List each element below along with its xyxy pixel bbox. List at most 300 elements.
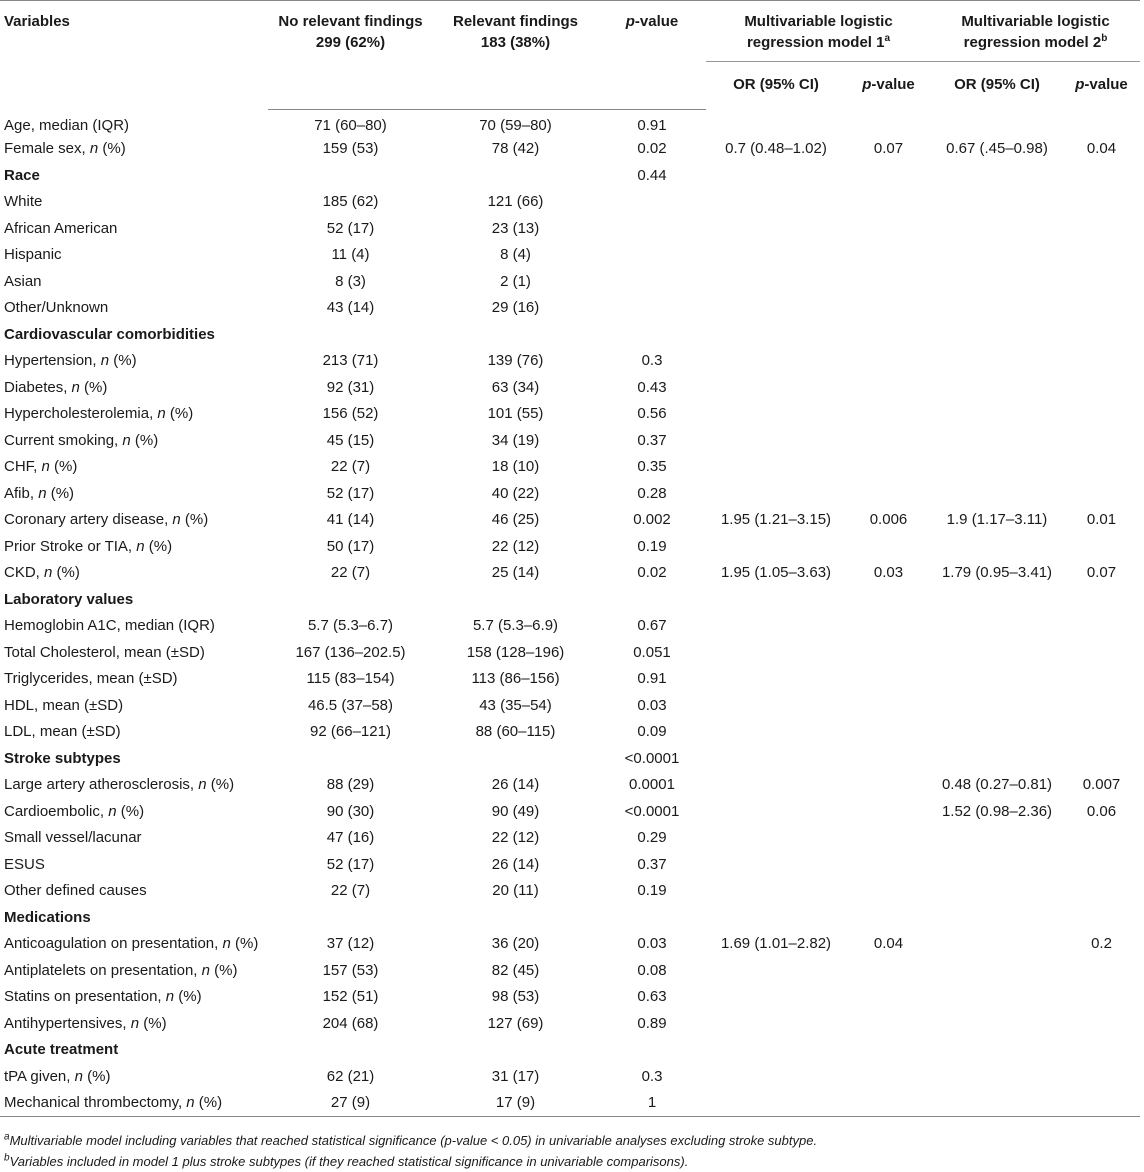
cell-relevant: 20 (11) bbox=[492, 882, 539, 900]
cell-p-model-1 bbox=[846, 904, 931, 931]
cell-p-value bbox=[598, 215, 706, 242]
cell-no-relevant: 52 (17) bbox=[326, 855, 375, 873]
cell-or-model-2 bbox=[931, 480, 1063, 507]
cell-p-model-1 bbox=[846, 374, 931, 401]
cell-or-model-2: 0.48 (0.27–0.81) bbox=[941, 776, 1053, 794]
cell-p-model-2 bbox=[1063, 295, 1140, 322]
cell-p-model-2 bbox=[1063, 215, 1140, 242]
cell-or-model-1: 0.7 (0.48–1.02) bbox=[725, 140, 827, 158]
cell-no-relevant bbox=[268, 162, 433, 189]
cell-or-model-1 bbox=[706, 692, 846, 719]
cell-p-model-2 bbox=[1063, 1037, 1140, 1064]
cell-p-model-2 bbox=[1063, 401, 1140, 428]
cell-p-model-2 bbox=[1063, 454, 1140, 481]
cell-or-model-1 bbox=[706, 401, 846, 428]
cell-p-model-1 bbox=[846, 189, 931, 216]
cell-p-model-2: 0.07 bbox=[1086, 564, 1117, 582]
cell-or-model-1 bbox=[706, 639, 846, 666]
table-row bbox=[0, 401, 1140, 428]
table-row bbox=[0, 957, 1140, 984]
table-row bbox=[0, 454, 1140, 481]
cell-p-value bbox=[598, 242, 706, 269]
cell-p-value bbox=[598, 1037, 706, 1064]
cell-no-relevant: 71 (60–80) bbox=[314, 117, 387, 134]
cell-p-model-2 bbox=[1063, 162, 1140, 189]
cell-p-model-2 bbox=[1063, 242, 1140, 269]
cell-relevant: 46 (25) bbox=[491, 511, 540, 529]
cell-p-model-2 bbox=[1063, 533, 1140, 560]
table-row bbox=[0, 507, 1140, 534]
cell-no-relevant: 156 (52) bbox=[322, 405, 379, 423]
cell-or-model-1 bbox=[706, 957, 846, 984]
cell-p-value: 0.63 bbox=[637, 988, 667, 1006]
table-header bbox=[0, 1, 1140, 110]
cell-relevant bbox=[433, 1037, 598, 1064]
cell-relevant: 25 (14) bbox=[491, 564, 540, 582]
row-label: Current smoking, n (%) bbox=[4, 431, 159, 449]
cell-p-value: 0.03 bbox=[637, 935, 667, 953]
cell-no-relevant: 204 (68) bbox=[322, 1014, 379, 1032]
row-label: Female sex, n (%) bbox=[4, 140, 126, 158]
cell-no-relevant bbox=[268, 745, 433, 772]
cell-relevant: 127 (69) bbox=[487, 1014, 544, 1032]
cell-or-model-1 bbox=[706, 1090, 846, 1117]
cell-or-model-1 bbox=[706, 586, 846, 613]
cell-p-model-1 bbox=[846, 401, 931, 428]
row-label: Prior Stroke or TIA, n (%) bbox=[4, 537, 173, 555]
cell-or-model-1: 1.95 (1.05–3.63) bbox=[720, 564, 832, 582]
cell-p-value: 0.91 bbox=[637, 117, 667, 134]
cell-or-model-1 bbox=[706, 904, 846, 931]
cell-no-relevant: 22 (7) bbox=[330, 458, 371, 476]
header-or-ci-2: OR (95% CI) bbox=[954, 76, 1040, 93]
section-row bbox=[0, 1037, 1140, 1064]
table-row bbox=[0, 878, 1140, 905]
row-label: White bbox=[4, 193, 43, 211]
cell-relevant: 26 (14) bbox=[491, 855, 540, 873]
cell-no-relevant: 47 (16) bbox=[326, 829, 375, 847]
row-label: Other defined causes bbox=[4, 882, 147, 900]
table-row bbox=[0, 295, 1140, 322]
cell-no-relevant: 45 (15) bbox=[326, 431, 375, 449]
table-row bbox=[0, 242, 1140, 269]
cell-or-model-2 bbox=[931, 692, 1063, 719]
cell-p-model-2 bbox=[1063, 268, 1140, 295]
cell-p-model-1 bbox=[846, 798, 931, 825]
cell-relevant: 98 (53) bbox=[491, 988, 540, 1006]
cell-or-model-1 bbox=[706, 984, 846, 1011]
cell-p-value: 0.37 bbox=[637, 431, 667, 449]
cell-p-model-1 bbox=[846, 295, 931, 322]
cell-p-model-2: 0.04 bbox=[1086, 140, 1117, 158]
cell-p-model-2 bbox=[1063, 321, 1140, 348]
cell-or-model-1 bbox=[706, 851, 846, 878]
table-row bbox=[0, 798, 1140, 825]
cell-p-model-1 bbox=[846, 427, 931, 454]
row-label: Diabetes, n (%) bbox=[4, 378, 108, 396]
footnotes bbox=[4, 1130, 1134, 1172]
cell-relevant: 121 (66) bbox=[487, 193, 544, 211]
cell-p-value: 0.09 bbox=[637, 723, 667, 741]
header-relevant: Relevant findings 183 (38%) bbox=[452, 13, 579, 51]
row-label: Antihypertensives, n (%) bbox=[4, 1014, 167, 1032]
cell-p-model-2 bbox=[1063, 904, 1140, 931]
cell-p-model-1 bbox=[846, 613, 931, 640]
cell-relevant: 8 (4) bbox=[500, 246, 531, 264]
cell-or-model-1 bbox=[706, 242, 846, 269]
cell-relevant bbox=[433, 745, 598, 772]
header-model-1: Multivariable logistic regression model 1$^a$ bbox=[706, 1, 931, 62]
cell-relevant: 23 (13) bbox=[491, 219, 540, 237]
cell-or-model-2 bbox=[931, 295, 1063, 322]
cell-p-value: 0.02 bbox=[637, 564, 667, 582]
row-label: Triglycerides, mean (±SD) bbox=[4, 670, 178, 688]
row-label: Stroke subtypes bbox=[4, 749, 121, 767]
cell-or-model-2 bbox=[931, 984, 1063, 1011]
cell-p-model-1: 0.04 bbox=[873, 935, 904, 953]
cell-or-model-2 bbox=[931, 1010, 1063, 1037]
cell-or-model-2 bbox=[931, 745, 1063, 772]
cell-relevant: 18 (10) bbox=[491, 458, 540, 476]
row-label: Hispanic bbox=[4, 246, 62, 264]
cell-or-model-2: 1.79 (0.95–3.41) bbox=[941, 564, 1053, 582]
cell-or-model-2 bbox=[931, 1090, 1063, 1117]
cell-no-relevant: 8 (3) bbox=[335, 272, 366, 290]
cell-p-value bbox=[598, 268, 706, 295]
table-row bbox=[0, 931, 1140, 958]
cell-p-value: 0.19 bbox=[637, 882, 667, 900]
row-label: Laboratory values bbox=[4, 590, 134, 608]
cell-relevant bbox=[433, 586, 598, 613]
cell-p-model-1 bbox=[846, 1063, 931, 1090]
cell-no-relevant: 213 (71) bbox=[322, 352, 379, 370]
section-row bbox=[0, 745, 1140, 772]
cell-no-relevant: 157 (53) bbox=[322, 961, 379, 979]
cell-relevant: 29 (16) bbox=[491, 299, 540, 317]
cell-no-relevant: 11 (4) bbox=[331, 246, 370, 264]
row-label: Other/Unknown bbox=[4, 299, 109, 317]
cell-p-value: <0.0001 bbox=[624, 802, 680, 820]
cell-no-relevant bbox=[268, 904, 433, 931]
cell-or-model-2 bbox=[931, 268, 1063, 295]
table-row bbox=[0, 719, 1140, 746]
table-row bbox=[0, 480, 1140, 507]
cell-p-model-2: 0.007 bbox=[1082, 776, 1121, 794]
cell-p-model-2 bbox=[1063, 825, 1140, 852]
cell-p-value bbox=[598, 904, 706, 931]
cell-or-model-2 bbox=[931, 613, 1063, 640]
cell-p-model-1 bbox=[846, 348, 931, 375]
cell-p-value: 0.37 bbox=[637, 855, 667, 873]
cell-or-model-2 bbox=[931, 851, 1063, 878]
cell-p-value: 0.35 bbox=[637, 458, 667, 476]
cell-no-relevant: 115 (83–154) bbox=[306, 670, 395, 688]
cell-p-model-2 bbox=[1063, 613, 1140, 640]
header-no-relevant: No relevant findings 299 (62%) bbox=[278, 13, 423, 51]
row-label: LDL, mean (±SD) bbox=[4, 723, 121, 741]
cell-no-relevant: 52 (17) bbox=[326, 484, 375, 502]
table-row bbox=[0, 560, 1140, 587]
cell-relevant: 26 (14) bbox=[491, 776, 540, 794]
cell-or-model-2 bbox=[931, 878, 1063, 905]
cell-p-value: 0.02 bbox=[637, 140, 667, 158]
cell-or-model-1 bbox=[706, 798, 846, 825]
header-model-2: Multivariable logistic regression model 2$^b$ bbox=[931, 1, 1140, 62]
cell-or-model-2 bbox=[931, 401, 1063, 428]
row-label: Total Cholesterol, mean (±SD) bbox=[4, 643, 205, 661]
table-row bbox=[0, 427, 1140, 454]
cell-no-relevant: 88 (29) bbox=[326, 776, 375, 794]
cell-p-value bbox=[598, 189, 706, 216]
cell-no-relevant: 159 (53) bbox=[322, 140, 379, 158]
row-label: Medications bbox=[4, 908, 91, 926]
cell-or-model-2 bbox=[931, 931, 1063, 958]
cell-or-model-1 bbox=[706, 745, 846, 772]
cell-or-model-1: 1.69 (1.01–2.82) bbox=[720, 935, 832, 953]
row-label: Hemoglobin A1C, median (IQR) bbox=[4, 617, 215, 635]
row-label: Statins on presentation, n (%) bbox=[4, 988, 202, 1006]
cell-no-relevant: 37 (12) bbox=[326, 935, 375, 953]
cell-p-model-1 bbox=[846, 984, 931, 1011]
cell-or-model-1 bbox=[706, 1063, 846, 1090]
cell-or-model-1 bbox=[706, 1010, 846, 1037]
cell-p-model-2 bbox=[1063, 666, 1140, 693]
cell-or-model-2 bbox=[931, 348, 1063, 375]
cell-p-model-1 bbox=[846, 745, 931, 772]
cell-or-model-1 bbox=[706, 878, 846, 905]
cell-p-model-2 bbox=[1063, 586, 1140, 613]
cell-p-model-1 bbox=[846, 1037, 931, 1064]
header-p-value-1: p-value bbox=[862, 76, 915, 93]
cell-p-model-2: 0.01 bbox=[1086, 511, 1117, 529]
row-label: CHF, n (%) bbox=[4, 458, 78, 476]
row-label: Anticoagulation on presentation, n (%) bbox=[4, 935, 259, 953]
cell-or-model-1 bbox=[706, 719, 846, 746]
cell-relevant: 34 (19) bbox=[491, 431, 540, 449]
row-label: Mechanical thrombectomy, n (%) bbox=[0, 1090, 268, 1117]
cell-or-model-1 bbox=[706, 348, 846, 375]
cell-or-model-1 bbox=[706, 189, 846, 216]
row-label: Cardiovascular comorbidities bbox=[4, 325, 215, 343]
cell-p-model-2 bbox=[1063, 374, 1140, 401]
cell-or-model-1 bbox=[706, 427, 846, 454]
cell-p-value: 0.91 bbox=[637, 670, 667, 688]
cell-p-value: 0.56 bbox=[637, 405, 667, 423]
cell-or-model-2 bbox=[931, 427, 1063, 454]
cell-no-relevant: 41 (14) bbox=[326, 511, 375, 529]
cell-or-model-1 bbox=[706, 666, 846, 693]
cell-p-value: 0.89 bbox=[637, 1014, 667, 1032]
cell-or-model-1 bbox=[706, 215, 846, 242]
cell-or-model-2 bbox=[931, 162, 1063, 189]
row-label: Race bbox=[4, 166, 40, 184]
cell-or-model-2 bbox=[931, 586, 1063, 613]
row-label: Coronary artery disease, n (%) bbox=[4, 511, 209, 529]
footnote-a: $^a$Multivariable model including variables that reached statistical significance (p-value < 0.05) in univariable analyses excluding stroke subtype. bbox=[4, 1131, 818, 1148]
cell-p-model-1 bbox=[846, 851, 931, 878]
cell-p-model-2 bbox=[1063, 1090, 1140, 1117]
table-row bbox=[0, 136, 1140, 163]
cell-or-model-2 bbox=[931, 533, 1063, 560]
cell-or-model-2 bbox=[931, 825, 1063, 852]
cell-p-value bbox=[598, 295, 706, 322]
table-row bbox=[0, 772, 1140, 799]
cell-no-relevant bbox=[268, 586, 433, 613]
cell-no-relevant: 50 (17) bbox=[326, 537, 375, 555]
section-row bbox=[0, 904, 1140, 931]
table-row bbox=[0, 215, 1140, 242]
table-row bbox=[0, 984, 1140, 1011]
cell-or-model-1 bbox=[706, 454, 846, 481]
cell-p-model-2 bbox=[1063, 851, 1140, 878]
cell-relevant: 31 (17) bbox=[491, 1067, 540, 1085]
table-row bbox=[0, 825, 1140, 852]
cell-or-model-2 bbox=[931, 454, 1063, 481]
section-row bbox=[0, 321, 1140, 348]
cell-or-model-2 bbox=[931, 374, 1063, 401]
cell-p-model-1 bbox=[846, 533, 931, 560]
cell-p-model-1 bbox=[846, 719, 931, 746]
row-label: Hypercholesterolemia, n (%) bbox=[4, 405, 194, 423]
header-p-value: p-value bbox=[625, 13, 679, 30]
cell-p-model-2 bbox=[1063, 480, 1140, 507]
cell-relevant: 101 (55) bbox=[487, 405, 544, 423]
cell-relevant: 2 (1) bbox=[500, 272, 531, 290]
cell-or-model-1 bbox=[706, 480, 846, 507]
section-row bbox=[0, 586, 1140, 613]
row-label: Antiplatelets on presentation, n (%) bbox=[4, 961, 238, 979]
cell-p-value: 0.29 bbox=[637, 829, 667, 847]
row-label: Age, median (IQR) bbox=[4, 116, 130, 134]
cell-p-model-2 bbox=[1063, 348, 1140, 375]
cell-relevant: 5.7 (5.3–6.9) bbox=[472, 617, 559, 635]
cell-or-model-1 bbox=[706, 321, 846, 348]
cell-or-model-2 bbox=[931, 639, 1063, 666]
cell-p-value: 0.3 bbox=[641, 1067, 663, 1085]
row-label: African American bbox=[4, 219, 118, 237]
cell-relevant: 40 (22) bbox=[491, 484, 540, 502]
cell-no-relevant: 167 (136–202.5) bbox=[295, 643, 406, 661]
cell-p-value: 0.051 bbox=[633, 643, 671, 661]
cell-no-relevant: 152 (51) bbox=[322, 988, 379, 1006]
row-label: tPA given, n (%) bbox=[4, 1067, 111, 1085]
cell-relevant: 63 (34) bbox=[491, 378, 540, 396]
cell-or-model-2 bbox=[931, 666, 1063, 693]
cell-p-model-1 bbox=[846, 825, 931, 852]
cell-relevant: 70 (59–80) bbox=[479, 117, 552, 134]
section-row bbox=[0, 162, 1140, 189]
cell-p-model-1 bbox=[846, 1010, 931, 1037]
cell-no-relevant: 27 (9) bbox=[268, 1090, 433, 1117]
cell-p-model-1: 0.006 bbox=[869, 511, 908, 529]
cell-or-model-2: 0.67 (.45–0.98) bbox=[946, 140, 1048, 158]
cell-p-model-1 bbox=[846, 772, 931, 799]
cell-p-value: 0.3 bbox=[641, 352, 663, 370]
cell-p-model-2: 0.06 bbox=[1086, 802, 1117, 820]
cell-p-model-1 bbox=[846, 268, 931, 295]
cell-relevant: 22 (12) bbox=[491, 829, 540, 847]
table-row bbox=[0, 374, 1140, 401]
cell-p-model-2 bbox=[1063, 692, 1140, 719]
cell-no-relevant: 22 (7) bbox=[330, 882, 371, 900]
cell-p-model-1 bbox=[846, 1090, 931, 1117]
cell-relevant: 36 (20) bbox=[491, 935, 540, 953]
cell-no-relevant bbox=[268, 321, 433, 348]
table-row bbox=[0, 533, 1140, 560]
cell-relevant bbox=[433, 904, 598, 931]
cell-no-relevant: 92 (66–121) bbox=[310, 723, 391, 741]
header-or-ci-1: OR (95% CI) bbox=[733, 76, 819, 93]
cell-relevant bbox=[433, 162, 598, 189]
cell-p-value: <0.0001 bbox=[624, 749, 680, 767]
cell-or-model-2 bbox=[931, 904, 1063, 931]
cell-p-model-1 bbox=[846, 242, 931, 269]
cell-or-model-2 bbox=[931, 957, 1063, 984]
table-row bbox=[0, 1010, 1140, 1037]
cell-or-model-1 bbox=[706, 374, 846, 401]
cell-or-model-1 bbox=[706, 613, 846, 640]
cell-relevant: 43 (35–54) bbox=[479, 696, 552, 714]
cell-p-value: 0.43 bbox=[637, 378, 667, 396]
cell-p-model-1 bbox=[846, 162, 931, 189]
cell-relevant bbox=[433, 321, 598, 348]
row-label: Afib, n (%) bbox=[4, 484, 75, 502]
cell-p-model-1 bbox=[846, 878, 931, 905]
row-label: Large artery atherosclerosis, n (%) bbox=[4, 776, 235, 794]
cell-p-value: 0.08 bbox=[637, 961, 667, 979]
cell-p-model-1 bbox=[846, 454, 931, 481]
cell-or-model-2: 1.9 (1.17–3.11) bbox=[946, 511, 1048, 529]
cell-or-model-2 bbox=[931, 242, 1063, 269]
cell-p-model-1 bbox=[846, 215, 931, 242]
cell-no-relevant: 22 (7) bbox=[330, 564, 371, 582]
cell-relevant: 90 (49) bbox=[491, 802, 540, 820]
footnote-b: $^b$Variables included in model 1 plus stroke subtypes (if they reached statistical significance in univariable comparisons). bbox=[4, 1152, 689, 1169]
table-row bbox=[0, 109, 1140, 136]
cell-or-model-2 bbox=[931, 719, 1063, 746]
cell-no-relevant: 90 (30) bbox=[326, 802, 375, 820]
cell-relevant: 139 (76) bbox=[487, 352, 544, 370]
cell-p-model-1 bbox=[846, 666, 931, 693]
cell-or-model-1 bbox=[706, 268, 846, 295]
cell-relevant: 82 (45) bbox=[491, 961, 540, 979]
table-row bbox=[0, 613, 1140, 640]
row-label: ESUS bbox=[4, 855, 45, 873]
cell-no-relevant: 52 (17) bbox=[326, 219, 375, 237]
row-label: Acute treatment bbox=[4, 1041, 119, 1059]
cell-or-model-1 bbox=[706, 295, 846, 322]
table-row bbox=[0, 639, 1140, 666]
cell-p-model-2 bbox=[1063, 1010, 1140, 1037]
cell-or-model-1 bbox=[706, 533, 846, 560]
cell-no-relevant bbox=[268, 1037, 433, 1064]
cell-or-model-2 bbox=[931, 109, 1063, 136]
row-label: Cardioembolic, n (%) bbox=[4, 802, 145, 820]
cell-no-relevant: 92 (31) bbox=[326, 378, 375, 396]
cell-p-model-2 bbox=[1063, 745, 1140, 772]
table-body bbox=[0, 109, 1140, 1116]
cell-or-model-1 bbox=[706, 109, 846, 136]
cell-or-model-2 bbox=[931, 1037, 1063, 1064]
cell-p-model-2 bbox=[1063, 427, 1140, 454]
cell-or-model-1 bbox=[706, 1037, 846, 1064]
cell-p-model-1 bbox=[846, 480, 931, 507]
cell-or-model-1 bbox=[706, 825, 846, 852]
cell-relevant: 158 (128–196) bbox=[466, 643, 565, 661]
cell-or-model-2 bbox=[931, 215, 1063, 242]
cell-p-value: 0.19 bbox=[637, 537, 667, 555]
table-row bbox=[0, 692, 1140, 719]
